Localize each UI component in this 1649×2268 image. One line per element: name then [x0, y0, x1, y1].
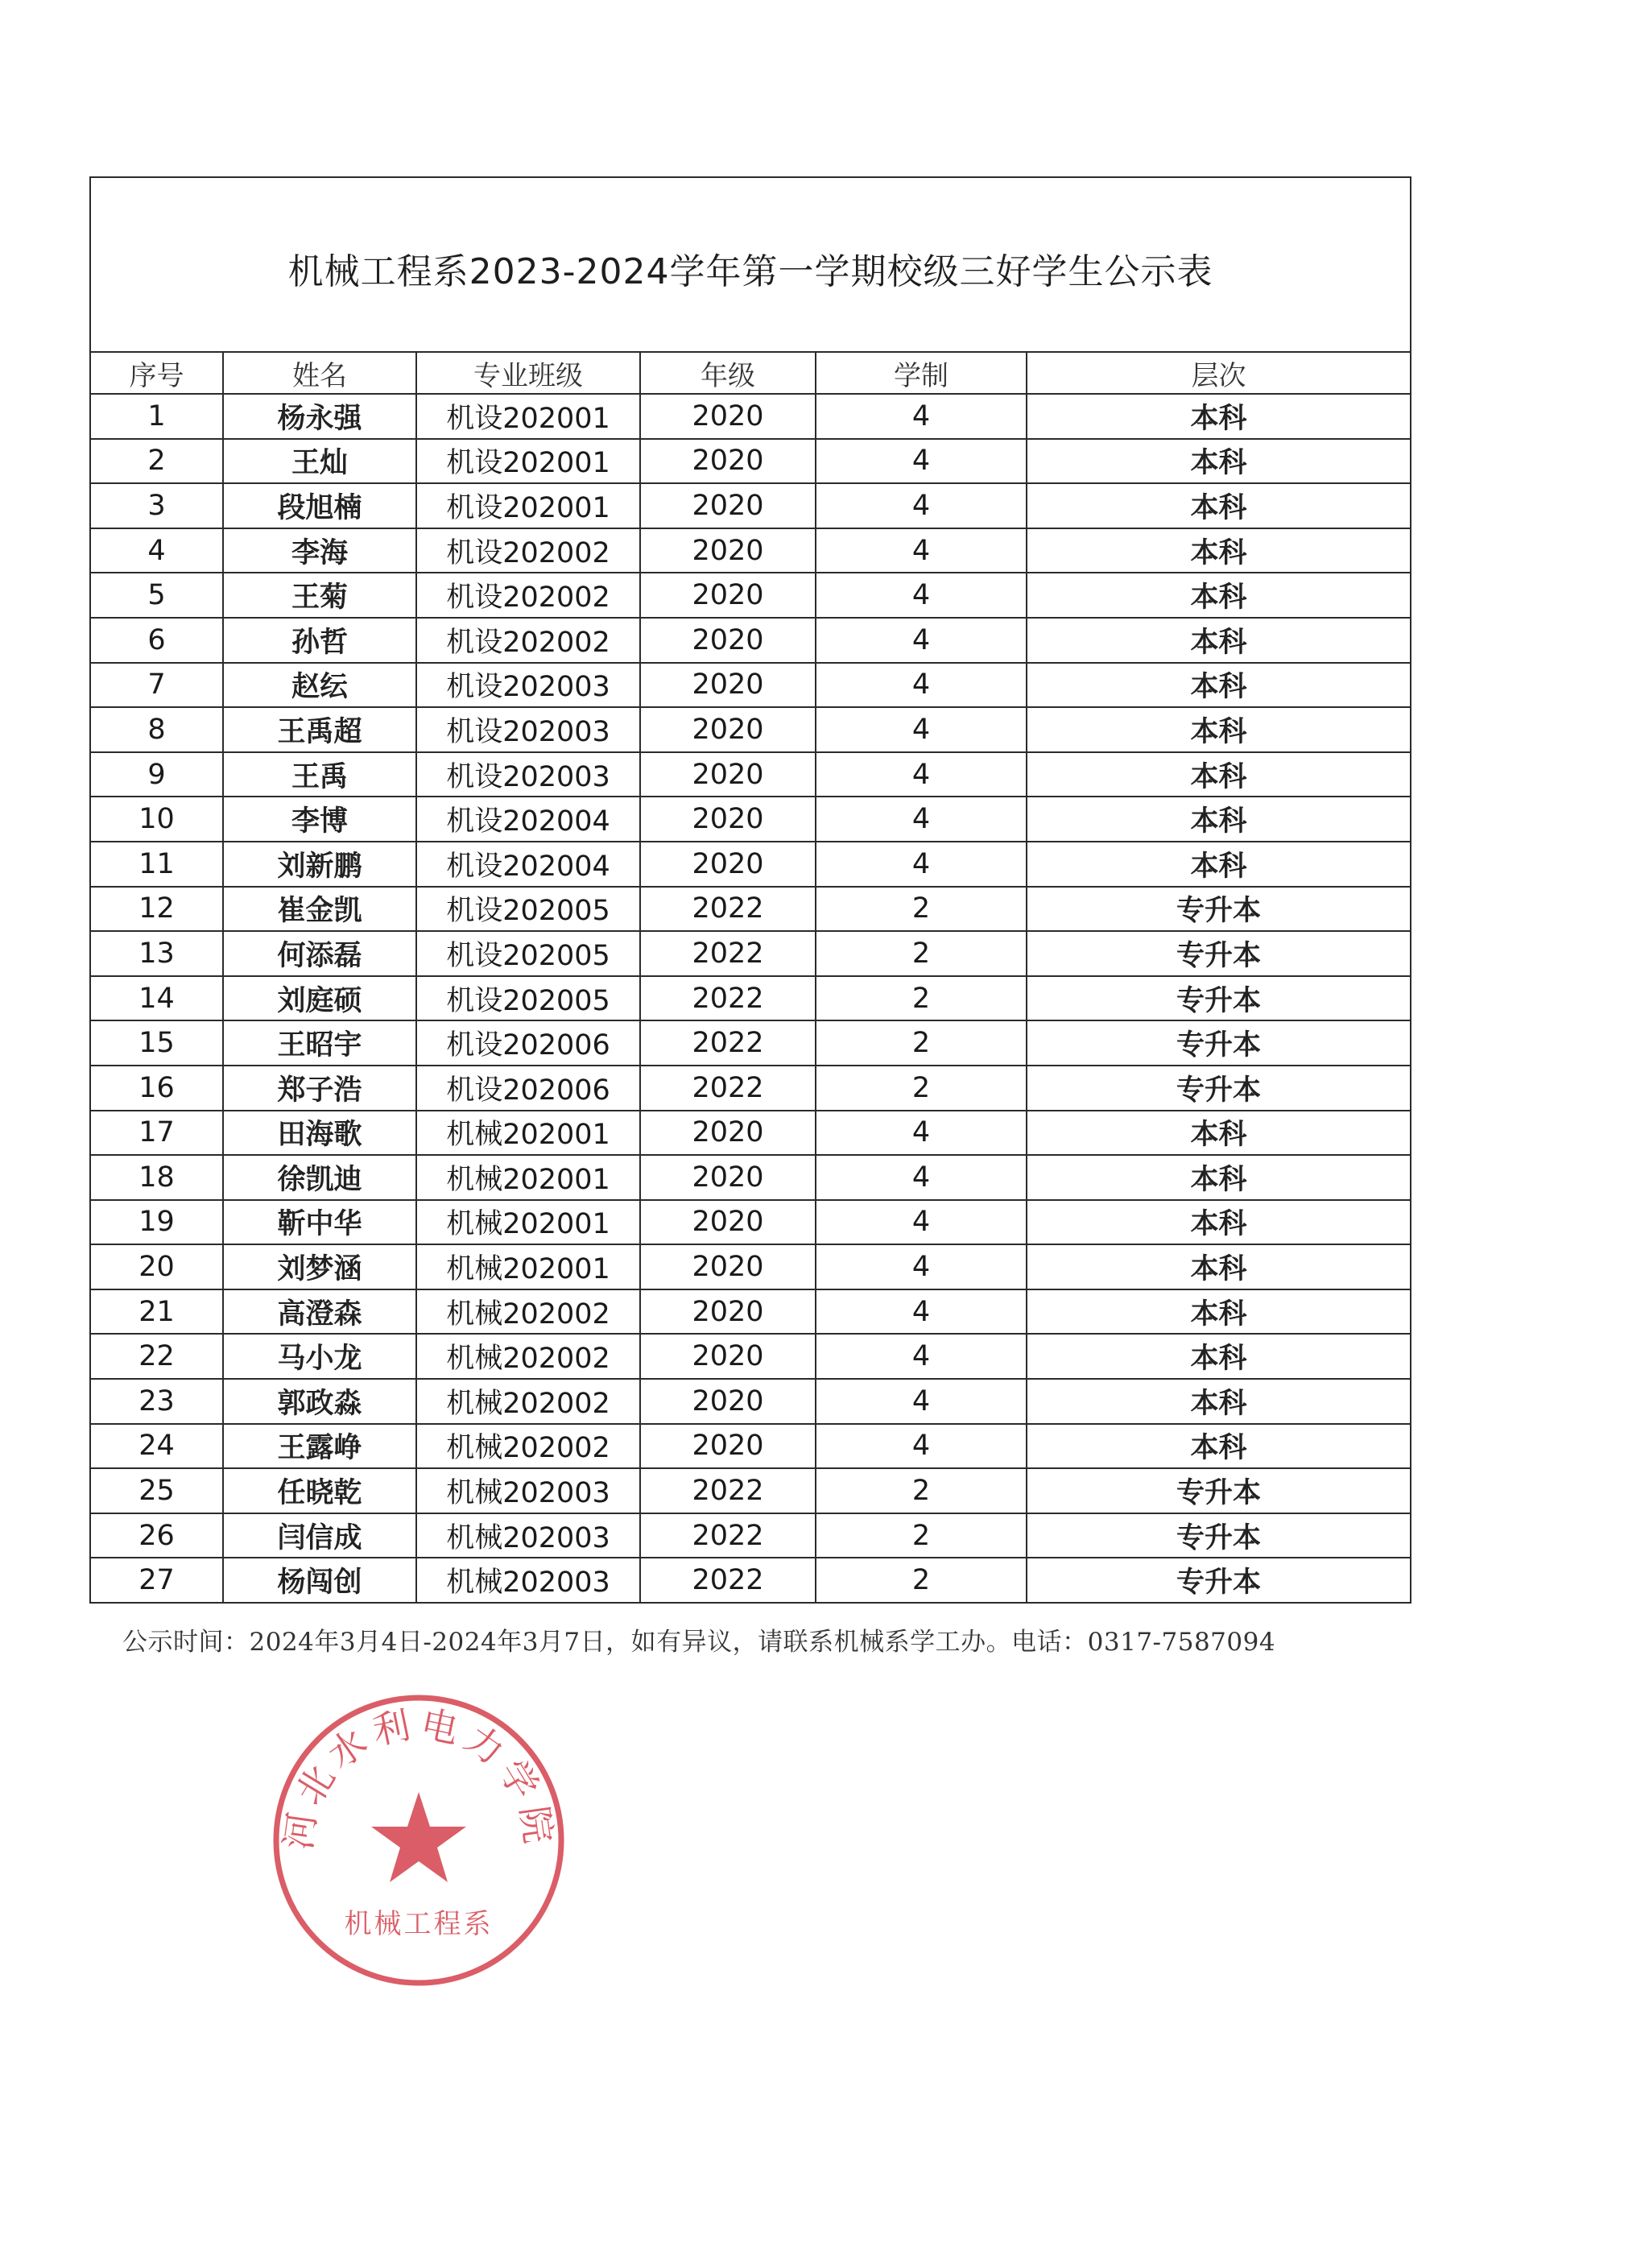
cell-name: 何添磊	[223, 931, 416, 976]
cell-name: 王昭宇	[223, 1020, 416, 1066]
table-row	[90, 707, 1411, 752]
cell-index: 4	[90, 528, 223, 573]
cell-name: 孙哲	[223, 618, 416, 663]
cell-index: 18	[90, 1155, 223, 1200]
cell-grade: 2022	[640, 976, 816, 1021]
cell-grade: 2020	[640, 797, 816, 842]
cell-level: 本科	[1027, 618, 1411, 663]
cell-name: 王灿	[223, 439, 416, 484]
cell-grade: 2020	[640, 663, 816, 708]
cell-name: 田海歌	[223, 1111, 416, 1156]
cell-name: 王露峥	[223, 1424, 416, 1469]
cell-class: 机设202002	[416, 528, 640, 573]
cell-class: 机械202001	[416, 1111, 640, 1156]
cell-index: 7	[90, 663, 223, 708]
cell-grade: 2020	[640, 439, 816, 484]
official-seal	[269, 1691, 568, 1990]
cell-duration: 2	[816, 1066, 1027, 1111]
cell-class: 机设202001	[416, 483, 640, 528]
cell-level: 专升本	[1027, 1020, 1411, 1066]
cell-index: 6	[90, 618, 223, 663]
cell-grade: 2020	[640, 1200, 816, 1245]
table-row	[90, 842, 1411, 887]
cell-level: 本科	[1027, 752, 1411, 797]
cell-index: 23	[90, 1379, 223, 1424]
cell-grade: 2022	[640, 1066, 816, 1111]
cell-duration: 4	[816, 573, 1027, 618]
cell-index: 15	[90, 1020, 223, 1066]
cell-duration: 4	[816, 1334, 1027, 1379]
cell-index: 21	[90, 1289, 223, 1335]
cell-name: 刘梦涵	[223, 1244, 416, 1289]
table-row	[90, 1468, 1411, 1513]
cell-grade: 2020	[640, 618, 816, 663]
cell-grade: 2020	[640, 1334, 816, 1379]
cell-grade: 2020	[640, 1244, 816, 1289]
cell-index: 25	[90, 1468, 223, 1513]
cell-duration: 4	[816, 707, 1027, 752]
cell-class: 机械202001	[416, 1200, 640, 1245]
cell-grade: 2020	[640, 1111, 816, 1156]
cell-index: 1	[90, 394, 223, 439]
star-icon	[371, 1792, 466, 1882]
cell-level: 本科	[1027, 483, 1411, 528]
cell-index: 9	[90, 752, 223, 797]
cell-index: 16	[90, 1066, 223, 1111]
cell-grade: 2022	[640, 887, 816, 932]
table-row	[90, 1111, 1411, 1156]
cell-grade: 2022	[640, 1513, 816, 1558]
cell-name: 靳中华	[223, 1200, 416, 1245]
cell-grade: 2020	[640, 528, 816, 573]
cell-level: 专升本	[1027, 1558, 1411, 1603]
cell-level: 本科	[1027, 707, 1411, 752]
cell-name: 刘新鹏	[223, 842, 416, 887]
cell-duration: 4	[816, 1424, 1027, 1469]
table-row	[90, 1513, 1411, 1558]
cell-name: 郭政淼	[223, 1379, 416, 1424]
cell-class: 机械202002	[416, 1424, 640, 1469]
cell-name: 段旭楠	[223, 483, 416, 528]
cell-duration: 2	[816, 976, 1027, 1021]
cell-name: 王禹超	[223, 707, 416, 752]
cell-grade: 2020	[640, 1289, 816, 1335]
cell-grade: 2020	[640, 752, 816, 797]
cell-grade: 2020	[640, 483, 816, 528]
cell-name: 闫信成	[223, 1513, 416, 1558]
cell-class: 机设202001	[416, 394, 640, 439]
cell-level: 专升本	[1027, 1513, 1411, 1558]
cell-name: 任晓乾	[223, 1468, 416, 1513]
table-row	[90, 528, 1411, 573]
table-row	[90, 931, 1411, 976]
cell-duration: 4	[816, 483, 1027, 528]
cell-name: 杨闯创	[223, 1558, 416, 1603]
cell-level: 本科	[1027, 1289, 1411, 1335]
cell-class: 机设202005	[416, 976, 640, 1021]
header-duration: 学制	[816, 352, 1027, 394]
cell-level: 本科	[1027, 528, 1411, 573]
cell-name: 崔金凯	[223, 887, 416, 932]
cell-index: 26	[90, 1513, 223, 1558]
cell-class: 机设202005	[416, 887, 640, 932]
cell-level: 本科	[1027, 1334, 1411, 1379]
table-row	[90, 1200, 1411, 1245]
table-row	[90, 1558, 1411, 1603]
cell-class: 机械202003	[416, 1558, 640, 1603]
cell-name: 李海	[223, 528, 416, 573]
table-row	[90, 663, 1411, 708]
cell-level: 专升本	[1027, 976, 1411, 1021]
cell-duration: 4	[816, 842, 1027, 887]
cell-class: 机设202004	[416, 797, 640, 842]
cell-duration: 4	[816, 752, 1027, 797]
cell-class: 机设202002	[416, 573, 640, 618]
cell-level: 本科	[1027, 439, 1411, 484]
cell-class: 机械202002	[416, 1289, 640, 1335]
cell-name: 赵纭	[223, 663, 416, 708]
cell-name: 马小龙	[223, 1334, 416, 1379]
cell-duration: 4	[816, 663, 1027, 708]
seal-outer-text: 河北水利电力学院	[275, 1701, 562, 1852]
table-row	[90, 439, 1411, 484]
table-row	[90, 573, 1411, 618]
cell-duration: 4	[816, 1111, 1027, 1156]
cell-duration: 2	[816, 1558, 1027, 1603]
cell-name: 刘庭硕	[223, 976, 416, 1021]
cell-level: 专升本	[1027, 887, 1411, 932]
cell-class: 机设202004	[416, 842, 640, 887]
cell-duration: 4	[816, 394, 1027, 439]
cell-index: 3	[90, 483, 223, 528]
cell-class: 机械202001	[416, 1155, 640, 1200]
table-row	[90, 394, 1411, 439]
cell-level: 专升本	[1027, 1066, 1411, 1111]
cell-index: 20	[90, 1244, 223, 1289]
cell-index: 19	[90, 1200, 223, 1245]
cell-name: 李博	[223, 797, 416, 842]
cell-grade: 2020	[640, 394, 816, 439]
cell-duration: 4	[816, 1155, 1027, 1200]
cell-index: 12	[90, 887, 223, 932]
cell-class: 机设202002	[416, 618, 640, 663]
cell-class: 机械202001	[416, 1244, 640, 1289]
table-title: 机械工程系2023-2024学年第一学期校级三好学生公示表	[90, 177, 1411, 352]
cell-duration: 4	[816, 1200, 1027, 1245]
table-row	[90, 752, 1411, 797]
cell-class: 机设202001	[416, 439, 640, 484]
cell-grade: 2020	[640, 1155, 816, 1200]
cell-level: 本科	[1027, 1424, 1411, 1469]
cell-class: 机设202006	[416, 1020, 640, 1066]
cell-index: 17	[90, 1111, 223, 1156]
title-row	[90, 177, 1411, 352]
publicity-notice: 公示时间：2024年3月4日-2024年3月7日，如有异议，请联系机械系学工办。电话：0317-7587094	[122, 1628, 1276, 1657]
cell-level: 本科	[1027, 1244, 1411, 1289]
cell-index: 24	[90, 1424, 223, 1469]
cell-grade: 2022	[640, 931, 816, 976]
cell-duration: 2	[816, 1020, 1027, 1066]
cell-grade: 2022	[640, 1020, 816, 1066]
cell-grade: 2020	[640, 707, 816, 752]
cell-level: 本科	[1027, 797, 1411, 842]
cell-duration: 4	[816, 1379, 1027, 1424]
cell-class: 机设202003	[416, 752, 640, 797]
header-row	[90, 352, 1411, 394]
cell-duration: 4	[816, 439, 1027, 484]
header-class: 专业班级	[416, 352, 640, 394]
cell-grade: 2020	[640, 573, 816, 618]
cell-duration: 4	[816, 528, 1027, 573]
cell-class: 机设202003	[416, 707, 640, 752]
cell-grade: 2020	[640, 1424, 816, 1469]
cell-index: 8	[90, 707, 223, 752]
table-row	[90, 1066, 1411, 1111]
cell-name: 杨永强	[223, 394, 416, 439]
cell-level: 本科	[1027, 842, 1411, 887]
cell-grade: 2020	[640, 842, 816, 887]
cell-index: 10	[90, 797, 223, 842]
cell-level: 本科	[1027, 1379, 1411, 1424]
cell-duration: 2	[816, 887, 1027, 932]
cell-index: 27	[90, 1558, 223, 1603]
header-name: 姓名	[223, 352, 416, 394]
cell-index: 2	[90, 439, 223, 484]
cell-level: 专升本	[1027, 1468, 1411, 1513]
table-row	[90, 1379, 1411, 1424]
cell-level: 本科	[1027, 1111, 1411, 1156]
cell-duration: 4	[816, 797, 1027, 842]
cell-level: 本科	[1027, 663, 1411, 708]
cell-duration: 2	[816, 1468, 1027, 1513]
cell-class: 机械202003	[416, 1468, 640, 1513]
cell-level: 专升本	[1027, 931, 1411, 976]
cell-name: 高澄森	[223, 1289, 416, 1335]
cell-name: 王菊	[223, 573, 416, 618]
table-row	[90, 887, 1411, 932]
cell-level: 本科	[1027, 1155, 1411, 1200]
cell-name: 王禹	[223, 752, 416, 797]
cell-level: 本科	[1027, 394, 1411, 439]
cell-class: 机设202003	[416, 663, 640, 708]
cell-class: 机设202005	[416, 931, 640, 976]
cell-name: 徐凯迪	[223, 1155, 416, 1200]
cell-index: 13	[90, 931, 223, 976]
cell-duration: 2	[816, 1513, 1027, 1558]
table-body	[90, 394, 1411, 1603]
table-row	[90, 1020, 1411, 1066]
table-row	[90, 1424, 1411, 1469]
table-row	[90, 1155, 1411, 1200]
cell-index: 22	[90, 1334, 223, 1379]
seal-graphic	[269, 1691, 568, 1990]
cell-class: 机设202006	[416, 1066, 640, 1111]
table-row	[90, 618, 1411, 663]
cell-duration: 4	[816, 618, 1027, 663]
cell-index: 14	[90, 976, 223, 1021]
header-index: 序号	[90, 352, 223, 394]
table-row	[90, 1289, 1411, 1335]
cell-duration: 4	[816, 1289, 1027, 1335]
cell-grade: 2022	[640, 1468, 816, 1513]
table-row	[90, 797, 1411, 842]
cell-index: 5	[90, 573, 223, 618]
table-row	[90, 1244, 1411, 1289]
cell-class: 机械202002	[416, 1379, 640, 1424]
cell-name: 郑子浩	[223, 1066, 416, 1111]
cell-level: 本科	[1027, 1200, 1411, 1245]
seal-inner-text: 机械工程系	[344, 1908, 494, 1940]
cell-grade: 2020	[640, 1379, 816, 1424]
header-level: 层次	[1027, 352, 1411, 394]
table-row	[90, 483, 1411, 528]
cell-level: 本科	[1027, 573, 1411, 618]
table-row	[90, 1334, 1411, 1379]
table-row	[90, 976, 1411, 1021]
cell-index: 11	[90, 842, 223, 887]
notice-table	[89, 176, 1411, 1604]
cell-grade: 2022	[640, 1558, 816, 1603]
cell-class: 机械202002	[416, 1334, 640, 1379]
cell-duration: 4	[816, 1244, 1027, 1289]
cell-duration: 2	[816, 931, 1027, 976]
header-grade: 年级	[640, 352, 816, 394]
cell-class: 机械202003	[416, 1513, 640, 1558]
